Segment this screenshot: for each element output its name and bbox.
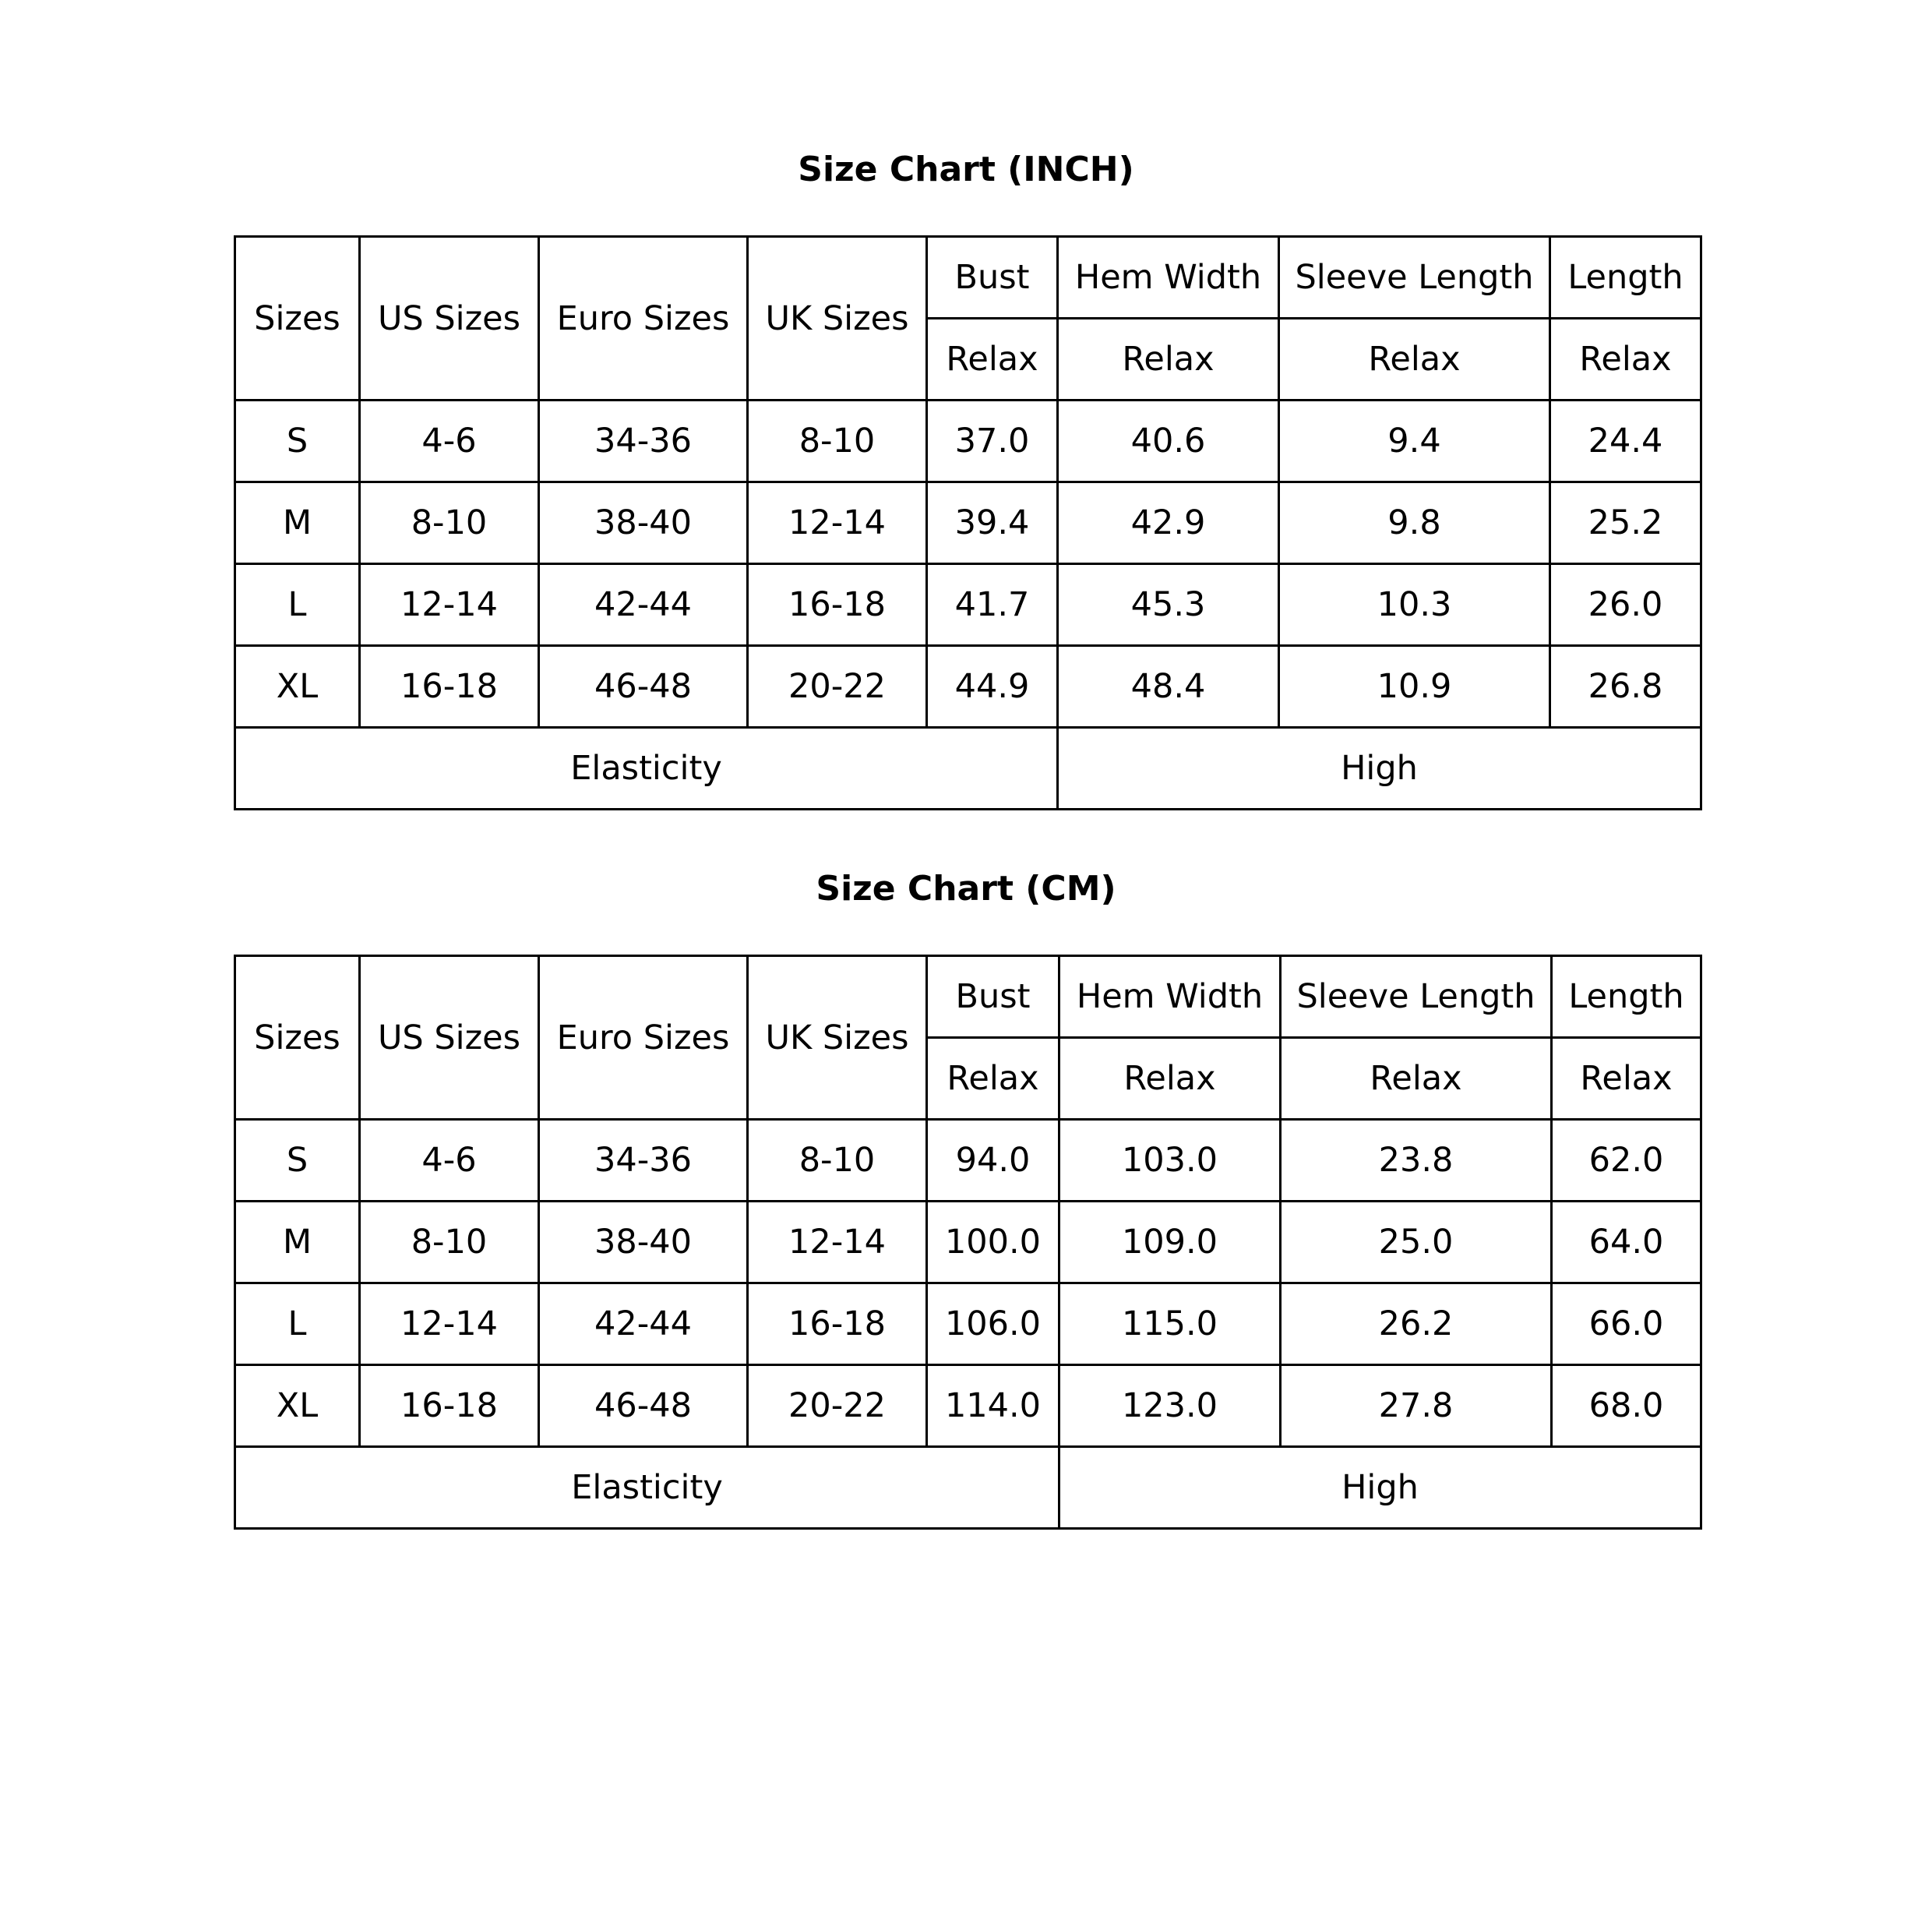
table-cell: 12-14 xyxy=(748,482,927,564)
header-row xyxy=(235,237,1701,319)
table-cell: 40.6 xyxy=(1058,401,1279,482)
table-cell: 66.0 xyxy=(1552,1283,1701,1365)
table-cell: 16-18 xyxy=(360,646,539,728)
table-cell: 62.0 xyxy=(1552,1120,1701,1202)
header-sleeve-length: Sleeve Length xyxy=(1279,237,1550,319)
table-cell: 48.4 xyxy=(1058,646,1279,728)
table-cell: 16-18 xyxy=(748,564,927,646)
table-cell: 37.0 xyxy=(927,401,1058,482)
table-cell: 4-6 xyxy=(360,401,539,482)
header-sleeve-length: Sleeve Length xyxy=(1281,956,1552,1038)
table-cell: 26.0 xyxy=(1550,564,1701,646)
table-row xyxy=(235,482,1701,564)
table-cell: 38-40 xyxy=(539,482,748,564)
table-cell: 20-22 xyxy=(748,1365,927,1447)
table-cell: 26.2 xyxy=(1281,1283,1552,1365)
table-cell: 123.0 xyxy=(1059,1365,1281,1447)
table-cell: 109.0 xyxy=(1059,1202,1281,1283)
size-chart-cm-title: Size Chart (CM) xyxy=(816,869,1116,909)
table-cell: 8-10 xyxy=(748,1120,927,1202)
header-uk-sizes: UK Sizes xyxy=(748,237,927,401)
header-hem-width: Hem Width xyxy=(1059,956,1281,1038)
table-cell: XL xyxy=(235,1365,360,1447)
table-cell: 34-36 xyxy=(539,401,748,482)
table-cell: 115.0 xyxy=(1059,1283,1281,1365)
table-row xyxy=(235,1283,1701,1365)
header-length: Length xyxy=(1552,956,1701,1038)
table-cell: 34-36 xyxy=(539,1120,748,1202)
table-cell: 12-14 xyxy=(360,564,539,646)
table-cell: 106.0 xyxy=(927,1283,1059,1365)
table-cell: 20-22 xyxy=(748,646,927,728)
table-cell: 42-44 xyxy=(539,564,748,646)
footer-row xyxy=(235,1447,1701,1529)
table-cell: 12-14 xyxy=(748,1202,927,1283)
table-cell: 8-10 xyxy=(360,1202,539,1283)
table-cell: 114.0 xyxy=(927,1365,1059,1447)
header-bust: Bust xyxy=(927,956,1059,1038)
table-cell: 46-48 xyxy=(539,646,748,728)
header-sizes: Sizes xyxy=(235,237,360,401)
table-cell: 8-10 xyxy=(748,401,927,482)
table-cell: 16-18 xyxy=(748,1283,927,1365)
table-cell: 44.9 xyxy=(927,646,1058,728)
subheader-relax: Relax xyxy=(927,1038,1059,1120)
header-bust: Bust xyxy=(927,237,1058,319)
table-cell: 42.9 xyxy=(1058,482,1279,564)
table-cell: 24.4 xyxy=(1550,401,1701,482)
table-cell: 9.8 xyxy=(1279,482,1550,564)
table-cell: 10.3 xyxy=(1279,564,1550,646)
table-cell: M xyxy=(235,1202,360,1283)
subheader-relax: Relax xyxy=(1550,319,1701,401)
table-cell: 46-48 xyxy=(539,1365,748,1447)
table-cell: 16-18 xyxy=(360,1365,539,1447)
header-hem-width: Hem Width xyxy=(1058,237,1279,319)
header-sizes: Sizes xyxy=(235,956,360,1120)
table-cell: M xyxy=(235,482,360,564)
table-cell: L xyxy=(235,564,360,646)
table-cell: 45.3 xyxy=(1058,564,1279,646)
table-cell: 68.0 xyxy=(1552,1365,1701,1447)
table-cell: 25.2 xyxy=(1550,482,1701,564)
header-us-sizes: US Sizes xyxy=(360,237,539,401)
table-cell: 8-10 xyxy=(360,482,539,564)
table-cell: S xyxy=(235,1120,360,1202)
size-chart-cm-table xyxy=(234,955,1702,1530)
subheader-relax: Relax xyxy=(1281,1038,1552,1120)
table-cell: XL xyxy=(235,646,360,728)
size-chart-inch-title: Size Chart (INCH) xyxy=(798,150,1134,189)
table-cell: 25.0 xyxy=(1281,1202,1552,1283)
table-cell: 39.4 xyxy=(927,482,1058,564)
table-cell: 64.0 xyxy=(1552,1202,1701,1283)
header-euro-sizes: Euro Sizes xyxy=(539,237,748,401)
size-chart-inch-table xyxy=(234,235,1702,810)
subheader-relax: Relax xyxy=(1552,1038,1701,1120)
subheader-relax: Relax xyxy=(1059,1038,1281,1120)
header-uk-sizes: UK Sizes xyxy=(748,956,927,1120)
table-row xyxy=(235,401,1701,482)
table-cell: L xyxy=(235,1283,360,1365)
subheader-relax: Relax xyxy=(1058,319,1279,401)
table-cell: 42-44 xyxy=(539,1283,748,1365)
header-row xyxy=(235,956,1701,1038)
elasticity-label: Elasticity xyxy=(235,728,1058,810)
subheader-relax: Relax xyxy=(1279,319,1550,401)
elasticity-value: High xyxy=(1059,1447,1701,1529)
table-cell: S xyxy=(235,401,360,482)
footer-row xyxy=(235,728,1701,810)
table-cell: 10.9 xyxy=(1279,646,1550,728)
table-cell: 4-6 xyxy=(360,1120,539,1202)
table-row xyxy=(235,1365,1701,1447)
elasticity-label: Elasticity xyxy=(235,1447,1059,1529)
table-cell: 100.0 xyxy=(927,1202,1059,1283)
table-cell: 12-14 xyxy=(360,1283,539,1365)
table-cell: 27.8 xyxy=(1281,1365,1552,1447)
table-cell: 41.7 xyxy=(927,564,1058,646)
table-cell: 103.0 xyxy=(1059,1120,1281,1202)
table-cell: 94.0 xyxy=(927,1120,1059,1202)
table-cell: 26.8 xyxy=(1550,646,1701,728)
table-cell: 9.4 xyxy=(1279,401,1550,482)
header-us-sizes: US Sizes xyxy=(360,956,539,1120)
table-cell: 23.8 xyxy=(1281,1120,1552,1202)
table-row xyxy=(235,646,1701,728)
header-euro-sizes: Euro Sizes xyxy=(539,956,748,1120)
table-cell: 38-40 xyxy=(539,1202,748,1283)
elasticity-value: High xyxy=(1058,728,1701,810)
table-row xyxy=(235,1202,1701,1283)
table-row xyxy=(235,1120,1701,1202)
table-row xyxy=(235,564,1701,646)
header-length: Length xyxy=(1550,237,1701,319)
subheader-relax: Relax xyxy=(927,319,1058,401)
